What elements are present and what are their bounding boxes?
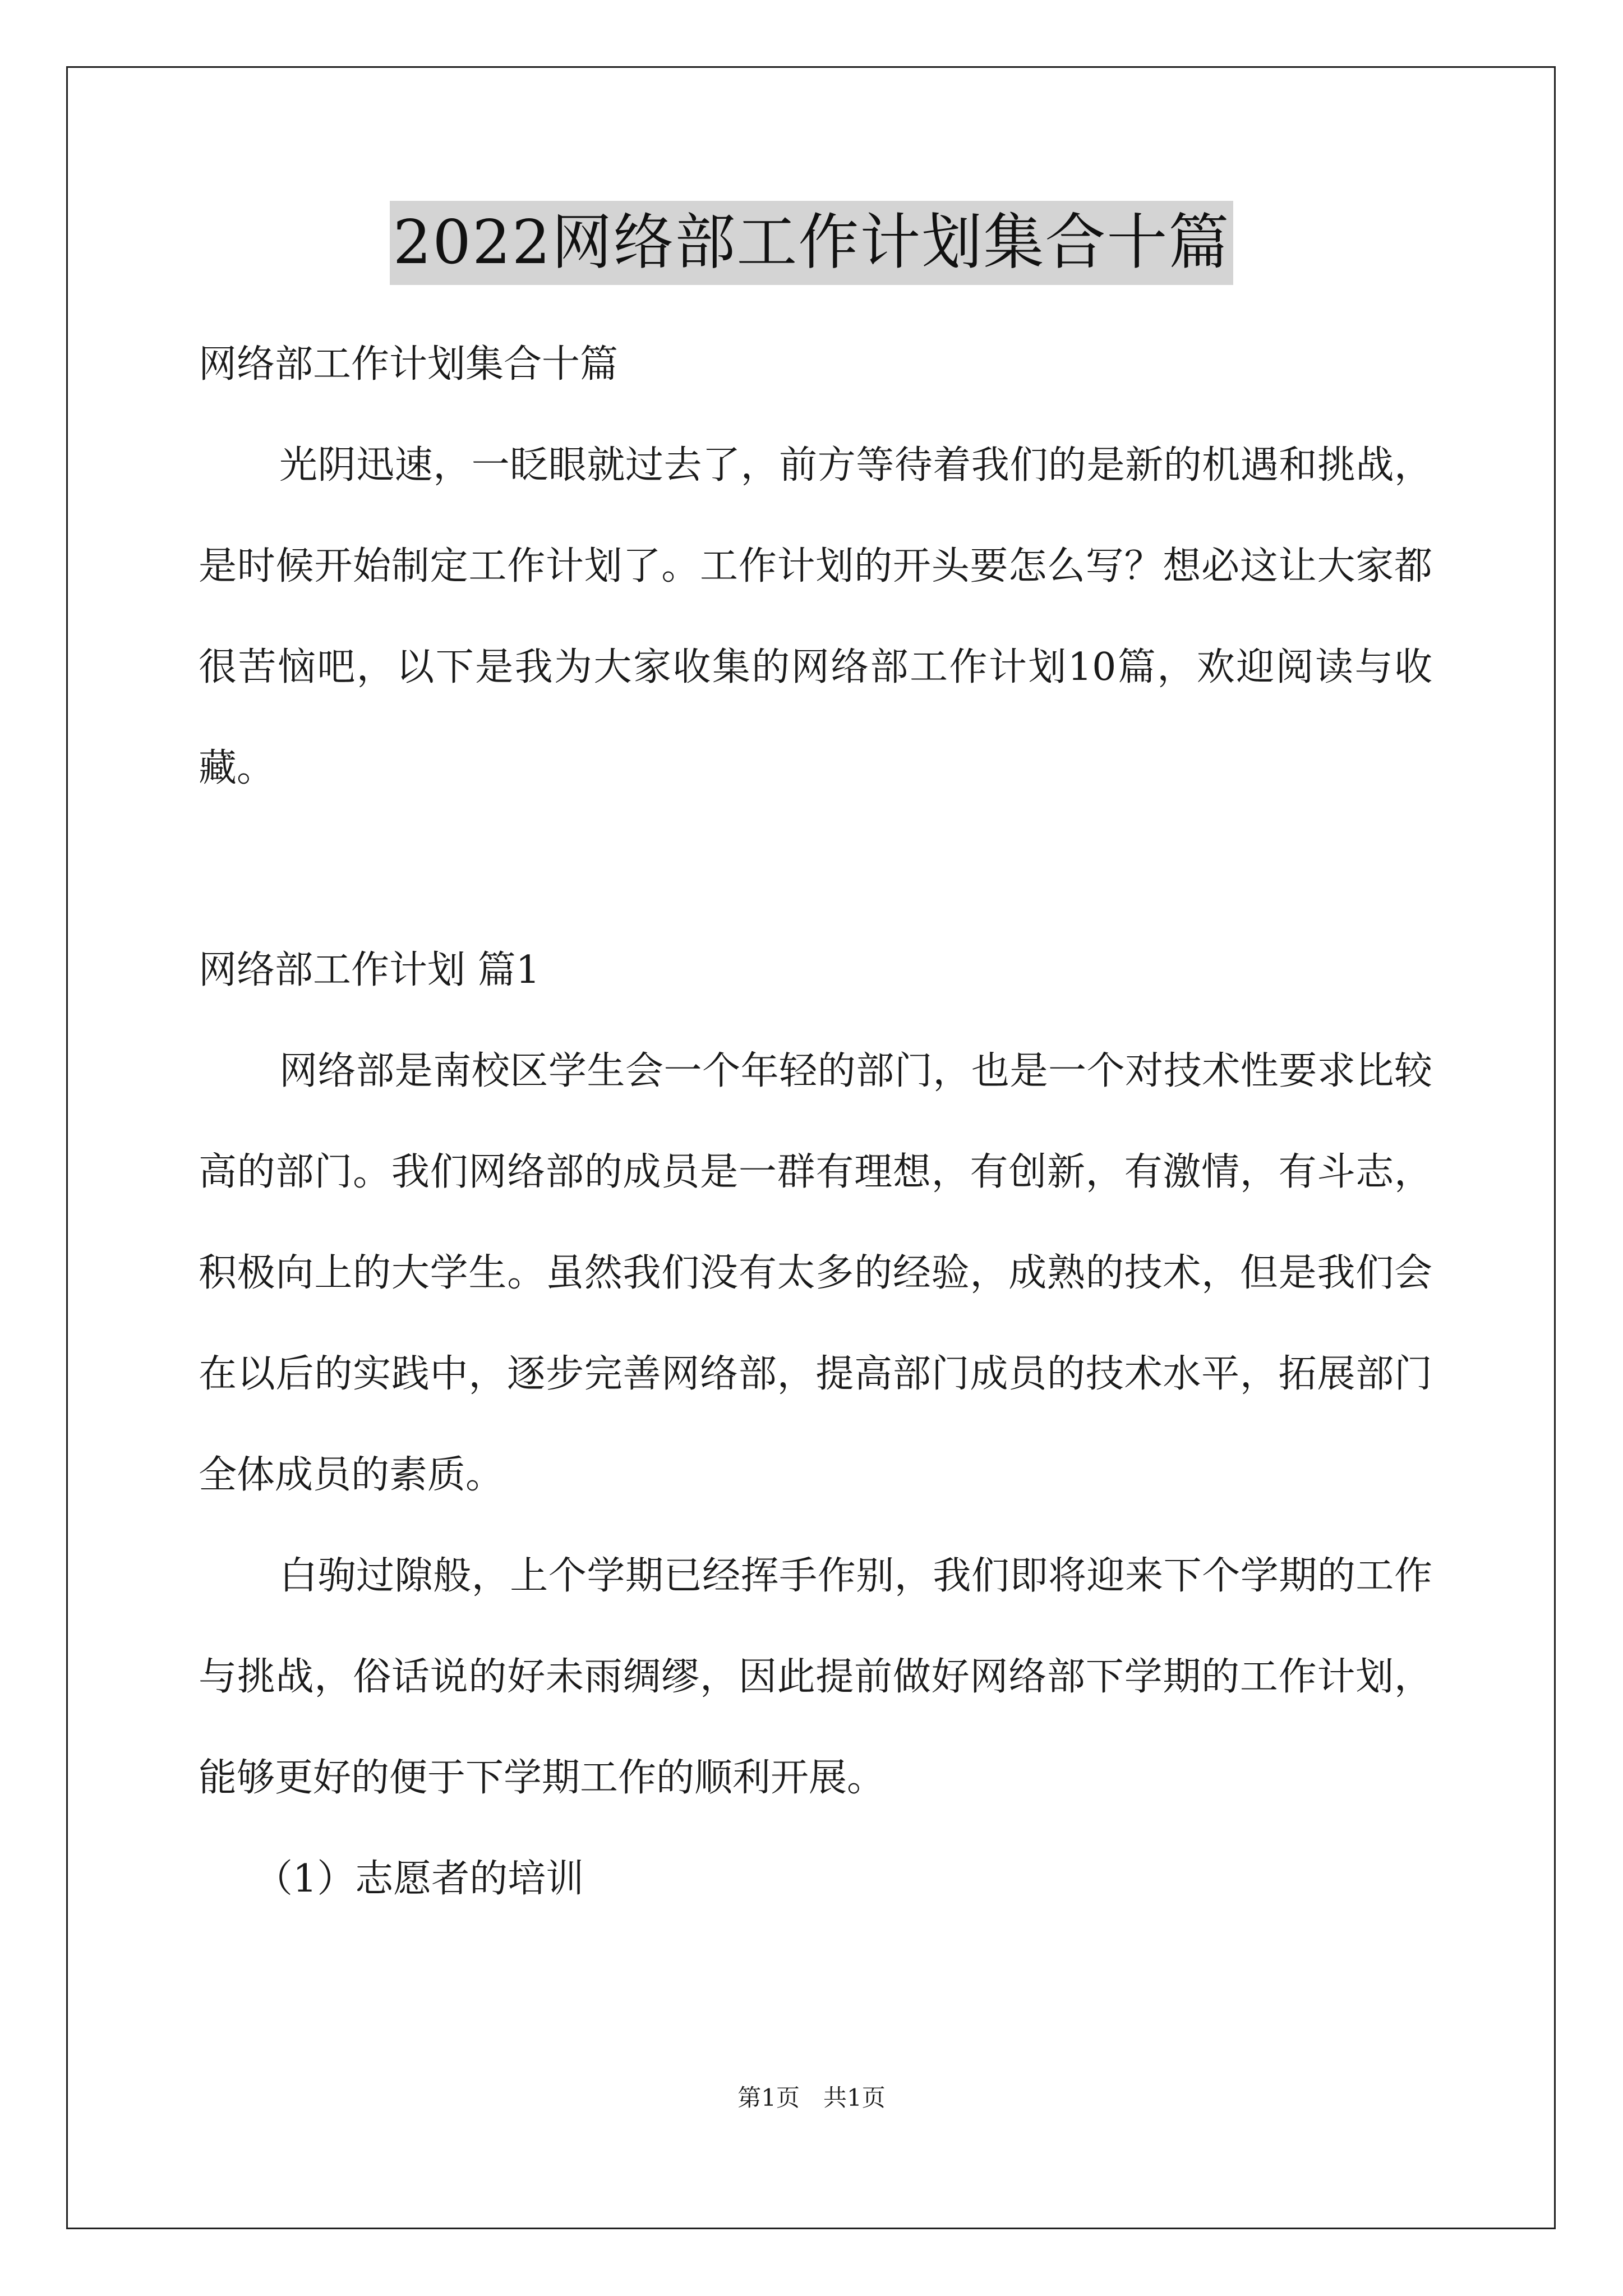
intro-paragraph: 光阴迅速，一眨眼就过去了，前方等待着我们的是新的机遇和挑战，是时候开始制定工作计划了。工作计划的开头要怎么写？想必这让大家都很苦恼吧，以下是我为大家收集的网络部工作计划10篇，欢迎阅读与收藏。 <box>199 443 1432 790</box>
document-title: 2022网络部工作计划集合十篇 <box>390 201 1234 285</box>
blank-line <box>199 819 1432 920</box>
document-body <box>199 314 1432 1930</box>
page-number: 第1页 共1页 <box>737 2084 886 2111</box>
title-container <box>0 201 1623 285</box>
body-paragraph-2: 白驹过隙般，上个学期已经挥手作别，我们即将迎来下个学期的工作与挑战，俗话说的好未雨绸缪，因此提前做好网络部下学期的工作计划，能够更好的便于下学期工作的顺利开展。 <box>199 1554 1432 1800</box>
section-heading: 网络部工作计划 篇1 <box>199 948 540 992</box>
list-item: （1）志愿者的培训 <box>255 1857 584 1901</box>
body-paragraph-1: 网络部是南校区学生会一个年轻的部门，也是一个对技术性要求比较高的部门。我们网络部的成员是一群有理想，有创新，有激情，有斗志，积极向上的大学生。虽然我们没有太多的经验，成熟的技术，但是我们会在以后的实践中，逐步完善网络部，提高部门成员的技术水平，拓展部门全体成员的素质。 <box>199 1049 1432 1497</box>
document-subtitle: 网络部工作计划集合十篇 <box>199 342 619 386</box>
